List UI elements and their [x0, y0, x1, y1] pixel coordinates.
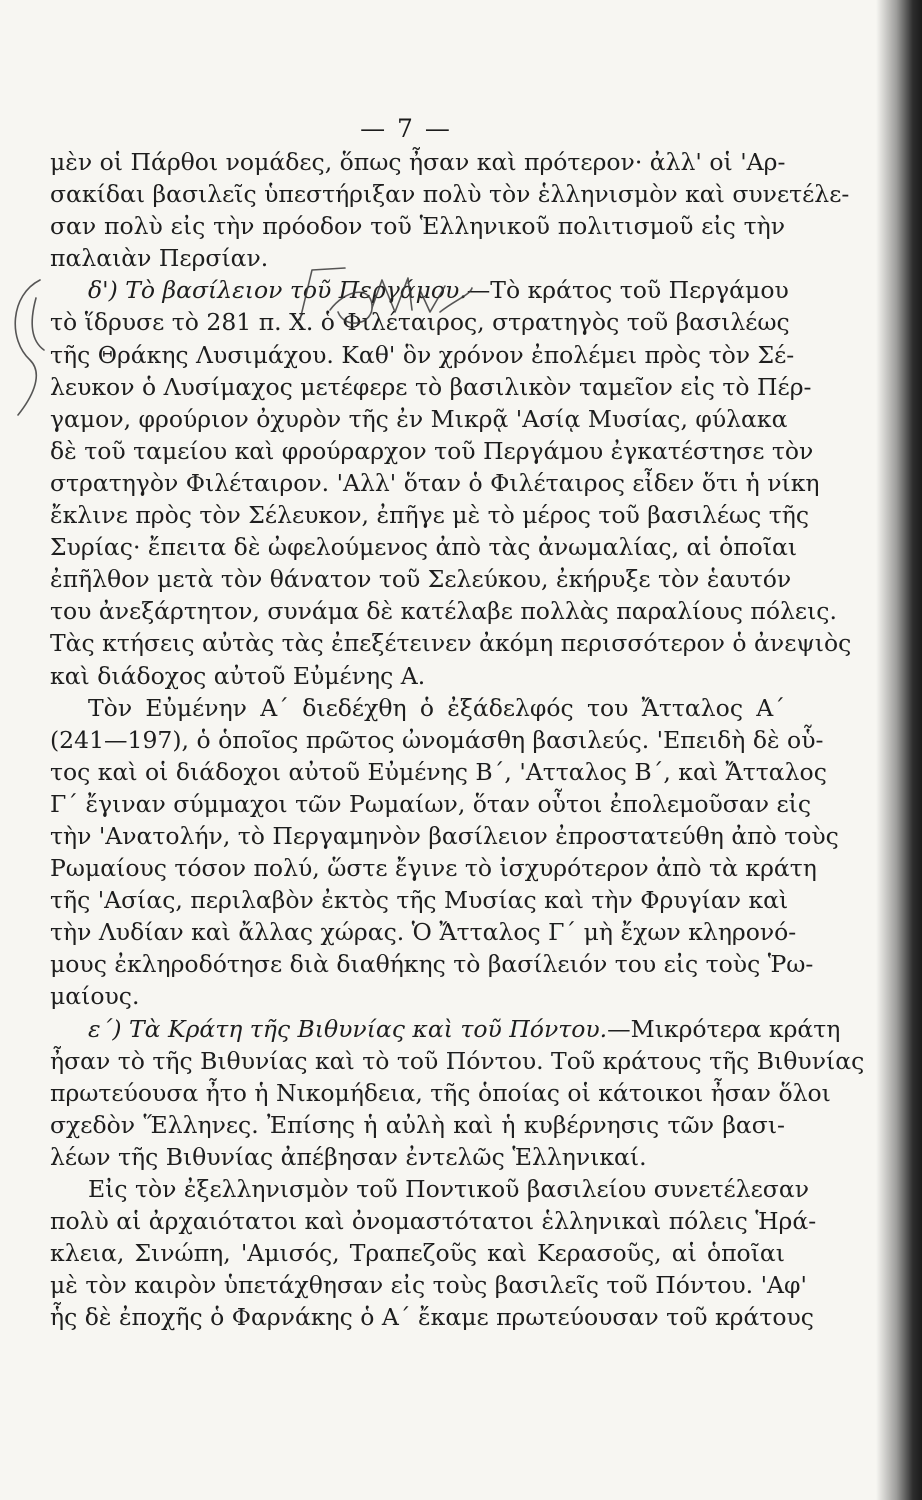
text-line: ἔκλινε πρὸς τὸν Σέλευκον, ἐπῆγε μὲ τὸ μέρος τοῦ βασιλέως τῆς — [50, 501, 810, 530]
section-heading-pergamon: δ') Τὸ βασίλειον τοῦ Περγάμου. — [88, 276, 467, 305]
text-line: Γ΄ ἔγιναν σύμμαχοι τῶν Ρωμαίων, ὅταν οὗτοι ἐπολεμοῦσαν εἰς — [50, 789, 811, 818]
text-line: λευκον ὁ Λυσίμαχος μετέφερε τὸ βασιλικὸν ταμεῖον εἰς τὸ Πέρ- — [50, 372, 812, 401]
text-line: ἐπῆλθον μετὰ τὸν θάνατον τοῦ Σελεύκου, ἐκήρυξε τὸν ἑαυτόν — [50, 565, 792, 594]
text-line: πολὺ αἱ ἀρχαιότατοι καὶ ὀνομαστότατοι ἑλληνικαὶ πόλεις Ἡρά- — [50, 1207, 817, 1236]
text-line: Συρίας· ἔπειτα δὲ ὠφελούμενος ἀπὸ τὰς ἀνωμαλίας, αἱ ὁποῖαι — [50, 533, 798, 562]
text-line: του ἀνεξάρτητον, συνάμα δὲ κατέλαβε πολλὰς παραλίους πόλεις. — [50, 597, 837, 626]
heading-continuation: —Μικρότερα κράτη — [607, 1014, 841, 1043]
text-line: παλαιὰν Περσίαν. — [50, 244, 269, 273]
text-line: Εἰς τὸν ἐξελληνισμὸν τοῦ Ποντικοῦ βασιλείου συνετέλεσαν — [88, 1175, 809, 1203]
text-line: τὸ ἵδρυσε τὸ 281 π. Χ. ὁ Φιλέταιρος, στρατηγὸς τοῦ βασιλέως — [50, 308, 790, 337]
text-line: σακίδαι βασιλεῖς ὑπεστήριξαν πολὺ τὸν ἑλληνισμὸν καὶ συνετέλε- — [50, 180, 850, 209]
text-line: στρατηγὸν Φιλέταιρον. 'Αλλ' ὅταν ὁ Φιλέταιρος εἶδεν ὅτι ἡ νίκη — [50, 468, 820, 497]
page-number: — 7 — — [360, 114, 452, 143]
text-line: σαν πολὺ εἰς τὴν πρόοδον τοῦ Ἑλληνικοῦ πολιτισμοῦ εἰς τὴν — [50, 212, 785, 241]
text-line: γαμον, φρούριον ὀχυρὸν τῆς ἐν Μικρᾷ 'Ασίᾳ Μυσίας, φύλακα — [50, 404, 788, 433]
text-line: κλεια, Σινώπη, 'Αμισός, Τραπεζοῦς καὶ Κερασοῦς, αἱ ὁποῖαι — [50, 1239, 785, 1268]
text-line: Τὰς κτήσεις αὐτὰς τὰς ἐπεξέτεινεν ἀκόμη περισσότερον ὁ ἀνεψιὸς — [50, 629, 852, 658]
text-line: καὶ διάδοχος αὐτοῦ Εὐμένης Α. — [50, 661, 426, 690]
text-line: ἧς δὲ ἐποχῆς ὁ Φαρνάκης ὁ Α΄ ἔκαμε πρωτεύουσαν τοῦ κράτους — [50, 1303, 814, 1332]
text-line: τὴν 'Ανατολήν, τὸ Περγαμηνὸν βασίλειον ἐπροστατεύθη ἀπὸ τοὺς — [50, 821, 839, 850]
text-line: μαίους. — [50, 982, 140, 1011]
heading-continuation: —Τὸ κράτος τοῦ Περγάμου — [466, 276, 789, 305]
text-line: τῆς Θράκης Λυσιμάχου. Καθ' ὃν χρόνον ἐπολέμει πρὸς τὸν Σέ- — [50, 340, 795, 369]
text-line: μους ἐκληροδότησε διὰ διαθήκης τὸ βασίλειόν του εἰς τοὺς Ῥω- — [50, 950, 814, 979]
text-line: λέων τῆς Βιθυνίας ἀπέβησαν ἐντελῶς Ἑλληνικαί. — [50, 1142, 647, 1171]
page-edge-shadow — [876, 0, 922, 1500]
text-line: Ρωμαίους τόσον πολύ, ὥστε ἔγινε τὸ ἰσχυρότερον ἀπὸ τὰ κράτη — [50, 854, 817, 883]
section-heading-line — [50, 1013, 841, 1045]
section-heading-line — [50, 274, 789, 306]
text-line: Τὸν Εὐμένην Α΄ διεδέχθη ὁ ἐξάδελφός του Ἄτταλος Α΄ — [88, 693, 785, 722]
text-line: τὴν Λυδίαν καὶ ἄλλας χώρας. Ὁ Ἄτταλος Γ΄ μὴ ἔχων κληρονό- — [50, 918, 797, 947]
text-line: τος καὶ οἱ διάδοχοι αὐτοῦ Εὐμένης Β΄, 'Ατταλος Β΄, καὶ Ἄτταλος — [50, 757, 827, 786]
text-line: σχεδὸν Ἕλληνες. Ἐπίσης ἡ αὐλὴ καὶ ἡ κυβέρνησις τῶν βασι- — [50, 1110, 785, 1139]
text-line: τῆς 'Ασίας, περιλαβὸν ἐκτὸς τῆς Μυσίας καὶ τὴν Φρυγίαν καὶ — [50, 886, 789, 915]
text-line: μὲ τὸν καιρὸν ὑπετάχθησαν εἰς τοὺς βασιλεῖς τοῦ Πόντου. 'Αφ' — [50, 1271, 807, 1300]
body-text — [50, 146, 865, 1333]
text-line: δὲ τοῦ ταμείου καὶ φρούραρχον τοῦ Περγάμου ἐγκατέστησε τὸν — [50, 436, 814, 465]
text-line: μὲν οἱ Πάρθοι νομάδες, ὅπως ἦσαν καὶ πρότερον· ἀλλ' οἱ 'Αρ- — [50, 148, 786, 176]
text-line: ἦσαν τὸ τῆς Βιθυνίας καὶ τὸ τοῦ Πόντου. Τοῦ κράτους τῆς Βιθυνίας — [50, 1046, 865, 1075]
text-line: πρωτεύουσα ἦτο ἡ Νικομήδεια, τῆς ὁποίας οἱ κάτοικοι ἦσαν ὅλοι — [50, 1078, 831, 1107]
text-line: (241—197), ὁ ὁποῖος πρῶτος ὠνομάσθη βασιλεύς. 'Επειδὴ δὲ οὗ- — [50, 725, 824, 754]
section-heading-bithynia-pontus: ε΄) Τὰ Κράτη τῆς Βιθυνίας καὶ τοῦ Πόντου. — [88, 1014, 608, 1043]
